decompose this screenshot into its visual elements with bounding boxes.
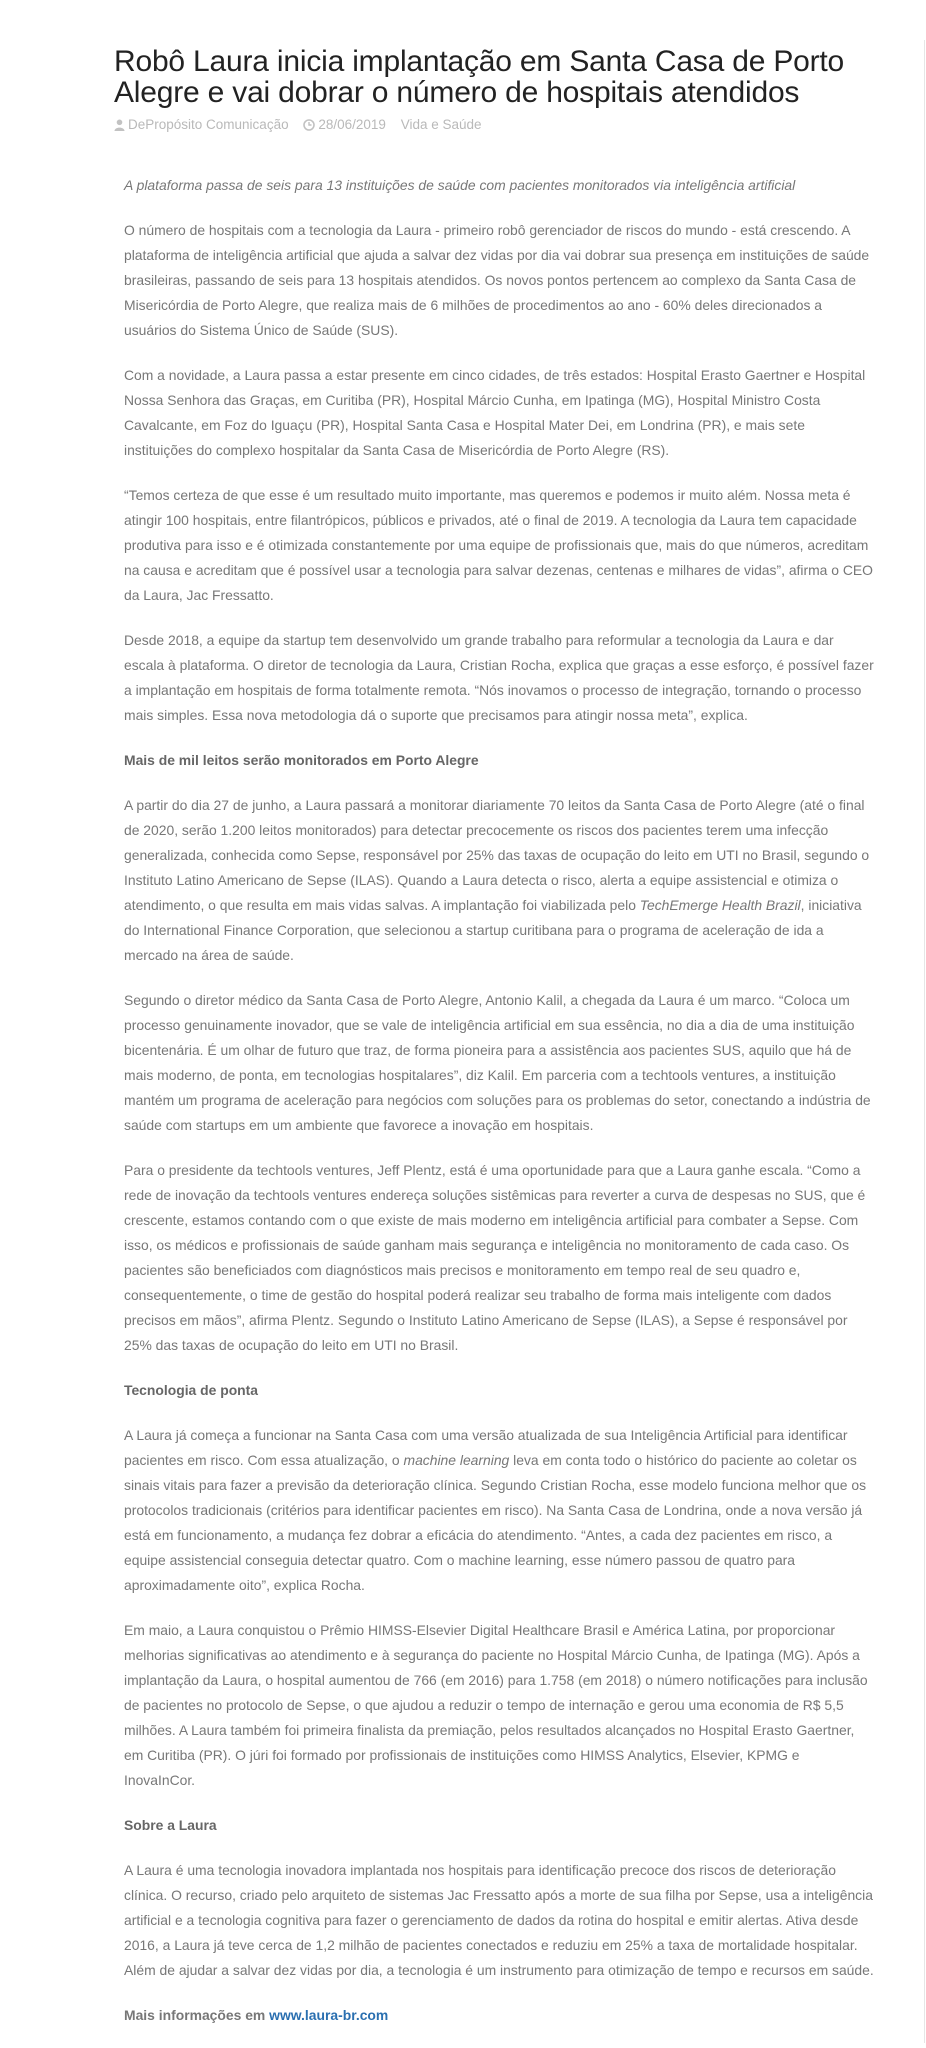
laura-website-link[interactable]: www.laura-br.com <box>269 2007 389 2023</box>
subheading-leitos: Mais de mil leitos serão monitorados em Porto Alegre <box>124 752 479 768</box>
meta-author-label: DePropósito Comunicação <box>128 117 289 132</box>
meta-date-label: 28/06/2019 <box>318 117 386 132</box>
meta-date <box>303 115 386 135</box>
paragraph-5-text-b: , iniciativa do International Finance Corporation, que selecionou a startup curitibana para o programa de aceleração de ida a mercado na área de saúde. <box>124 897 862 963</box>
more-info-label: Mais informações em <box>124 2007 270 2023</box>
subheading-tecnologia: Tecnologia de ponta <box>124 1382 259 1398</box>
paragraph-5 <box>124 793 874 968</box>
article <box>114 46 874 2048</box>
paragraph-8-text-a: A Laura já começa a funcionar na Santa Casa com uma versão atualizada de sua Inteligência Artificial para identificar pacientes em risco. Com essa atualização, o <box>124 1427 848 1468</box>
paragraph-5-text-a: A partir do dia 27 de junho, a Laura passará a monitorar diariamente 70 leitos da Santa Casa de Porto Alegre (até o final de 2020, serão 1.200 leitos monitorados) para detectar precocemente os riscos dos pacientes terem uma infecção generalizada, conhecida como Sepse, responsável por 25% das taxas de ocupação do leito em UTI no Brasil, segundo o Instituto Latino Americano de Sepse (ILAS). Quando a Laura detecta o risco, alerta a equipe assistencial e otimiza o atendimento, o que resulta em mais vidas salvas. A implantação foi viabilizada pelo <box>124 797 870 913</box>
paragraph-8 <box>124 1423 874 1598</box>
page-right-border <box>924 40 925 2043</box>
paragraph-8-text-b: leva em conta todo o histórico do paciente ao coletar os sinais vitais para fazer a previsão da deterioração clínica. Segundo Cristian Rocha, esse modelo funciona melhor que os protocolos tradicionais (critérios para identificar pacientes em risco). Na Santa Casa de Londrina, onde a nova versão já está em funcionamento, a mudança fez dobrar a eficácia do atendimento. “Antes, a cada dez pacientes em risco, a equipe assistencial conseguia detectar quatro. Com o machine learning, esse número passou de quatro para aproximadamente oito”, explica Rocha. <box>124 1452 867 1593</box>
user-icon <box>114 117 128 132</box>
paragraph-9: Em maio, a Laura conquistou o Prêmio HIMSS-Elsevier Digital Healthcare Brasil e América Latina, por proporcionar melhorias significativas ao atendimento e à segurança do paciente no Hospital Márcio Cunha, de Ipatinga (MG). Após a implantação da Laura, o hospital aumentou de 766 (em 2016) para 1.758 (em 2018) o número notificações para inclusão de pacientes no protocolo de Sepse, o que ajudou a reduzir o tempo de internação e gerou uma economia de R$ 5,5 milhões. A Laura também foi primeira finalista da premiação, pelos resultados alcançados no Hospital Erasto Gaertner, em Curitiba (PR). O júri foi formado por profissionais de instituições como HIMSS Analytics, Elsevier, KPMG e InovaInCor. <box>124 1622 868 1788</box>
meta-author[interactable] <box>114 115 289 135</box>
paragraph-3: “Temos certeza de que esse é um resultado muito importante, mas queremos e podemos ir muito além. Nossa meta é atingir 100 hospitais, entre filantrópicos, públicos e privados, até o final de 2019. A tecnologia da Laura tem capacidade produtiva para isso e é otimizada constantemente por uma equipe de profissionais que, mais do que números, acreditam na causa e acreditam que é possível usar a tecnologia para salvar dezenas, centenas e milhares de vidas”, afirma o CEO da Laura, Jac Fressatto. <box>124 487 873 603</box>
paragraph-1: O número de hospitais com a tecnologia da Laura - primeiro robô gerenciador de riscos do mundo - está crescendo. A plataforma de inteligência artificial que ajuda a salvar dez vidas por dia vai dobrar sua presença em instituições de saúde brasileiras, passando de seis para 13 hospitais atendidos. Os novos pontos pertencem ao complexo da Santa Casa de Misericórdia de Porto Alegre, que realiza mais de 6 milhões de procedimentos ao ano - 60% deles direcionados a usuários do Sistema Único de Saúde (SUS). <box>124 222 870 338</box>
article-lead: A plataforma passa de seis para 13 instituições de saúde com pacientes monitorados via inteligência artificial <box>124 177 796 193</box>
paragraph-8-emphasis: machine learning <box>403 1452 510 1468</box>
meta-category[interactable] <box>401 115 482 135</box>
paragraph-5-emphasis: TechEmerge Health Brazil <box>639 897 801 913</box>
meta-category-label: Vida e Saúde <box>400 117 482 132</box>
paragraph-7: Para o presidente da techtools ventures, Jeff Plentz, está é uma oportunidade para que a Laura ganhe escala. “Como a rede de inovação da techtools ventures endereça soluções sistêmicas para reverter a curva de despesas no SUS, que é crescente, estamos contando com o que existe de mais moderno em inteligência artificial para combater a Sepse. Com isso, os médicos e profissionais de saúde ganham mais segurança e inteligência no monitoramento de cada caso. Os pacientes são beneficiados com diagnósticos mais precisos e monitoramento em tempo real de seu quadro e, consequentemente, o time de gestão do hospital poderá realizar seu trabalho de forma mais inteligente com dados precisos em mãos”, afirma Plentz. Segundo o Instituto Latino Americano de Sepse (ILAS), a Sepse é responsável por 25% das taxas de ocupação do leito em UTI no Brasil. <box>124 1162 866 1353</box>
article-title: Robô Laura inicia implantação em Santa Casa de Porto Alegre e vai dobrar o número de hospitais atendidos <box>114 45 845 109</box>
paragraph-10: A Laura é uma tecnologia inovadora implantada nos hospitais para identificação precoce dos riscos de deterioração clínica. O recurso, criado pelo arquiteto de sistemas Jac Fressatto após a morte de sua filha por Sepse, usa a inteligência artificial e a tecnologia cognitiva para fazer o gerenciamento de dados da rotina do hospital e emitir alertas. Ativa desde 2016, a Laura já teve cerca de 1,2 milhão de pacientes conectados e reduziu em 25% a taxa de mortalidade hospitalar. Além de ajudar a salvar dez vidas por dia, a tecnologia é um instrumento para otimização de tempo e recursos em saúde. <box>124 1862 874 1978</box>
article-body <box>114 173 874 2028</box>
paragraph-4: Desde 2018, a equipe da startup tem desenvolvido um grande trabalho para reformular a tecnologia da Laura e dar escala à plataforma. O diretor de tecnologia da Laura, Cristian Rocha, explica que graças a esse esforço, é possível fazer a implantação em hospitais de forma totalmente remota. “Nós inovamos o processo de integração, tornando o processo mais simples. Essa nova metodologia dá o suporte que precisamos para atingir nossa meta”, explica. <box>124 632 874 723</box>
more-info <box>124 2003 874 2028</box>
clock-icon <box>303 117 318 132</box>
paragraph-2: Com a novidade, a Laura passa a estar presente em cinco cidades, de três estados: Hospital Erasto Gaertner e Hospital Nossa Senhora das Graças, em Curitiba (PR), Hospital Márcio Cunha, em Ipatinga (MG), Hospital Ministro Costa Cavalcante, em Foz do Iguaçu (PR), Hospital Santa Casa e Hospital Mater Dei, em Londrina (PR), e mais sete instituições do complexo hospitalar da Santa Casa de Misericórdia de Porto Alegre (RS). <box>124 367 866 458</box>
paragraph-6: Segundo o diretor médico da Santa Casa de Porto Alegre, Antonio Kalil, a chegada da Laura é um marco. “Coloca um processo genuinamente inovador, que se vale de inteligência artificial em sua essência, no dia a dia de uma instituição bicentenária. É um olhar de futuro que traz, de forma pioneira para a assistência aos pacientes SUS, aquilo que há de mais moderno, de ponta, em tecnologias hospitalares”, diz Kalil. Em parceria com a techtools ventures, a instituição mantém um programa de aceleração para negócios com soluções para os problemas do setor, conectando a indústria de saúde com startups em um ambiente que favorece a inovação em hospitais. <box>124 992 871 1133</box>
subheading-sobre: Sobre a Laura <box>124 1817 217 1833</box>
article-meta <box>114 115 874 135</box>
